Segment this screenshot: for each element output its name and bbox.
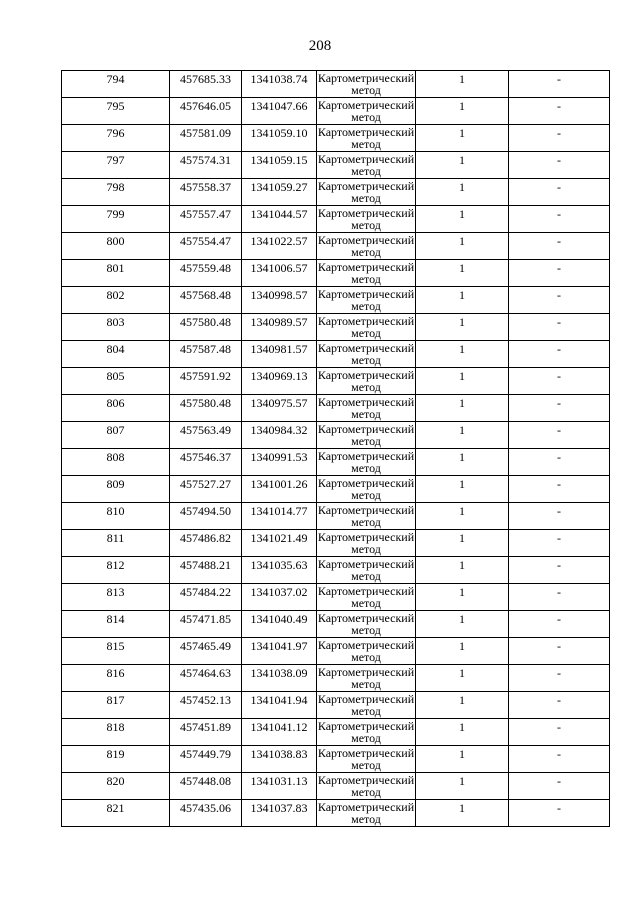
x-coordinate-cell: 457581.09 [170, 125, 242, 152]
x-coordinate-cell: 457563.49 [170, 422, 242, 449]
point-number-cell: 809 [62, 476, 170, 503]
coordinates-table-body [62, 71, 610, 827]
table-row [62, 125, 610, 152]
point-number-cell: 806 [62, 395, 170, 422]
y-coordinate-cell: 1341059.27 [242, 179, 317, 206]
table-row [62, 638, 610, 665]
method-cell: Картометрический метод [317, 152, 415, 178]
y-coordinate-cell: 1341038.09 [242, 665, 317, 692]
x-coordinate-cell: 457494.50 [170, 503, 242, 530]
x-coordinate-cell: 457451.89 [170, 719, 242, 746]
y-coordinate-cell: 1341044.57 [242, 206, 317, 233]
x-coordinate-cell: 457559.48 [170, 260, 242, 287]
y-coordinate-cell: 1341037.83 [242, 800, 317, 827]
y-coordinate-cell: 1341001.26 [242, 476, 317, 503]
count-cell: 1 [416, 98, 509, 125]
point-number-cell: 818 [62, 719, 170, 746]
note-cell: - [509, 233, 610, 260]
point-number-cell: 812 [62, 557, 170, 584]
x-coordinate-cell: 457568.48 [170, 287, 242, 314]
method-cell: Картометрический метод [317, 71, 415, 97]
count-cell: 1 [416, 341, 509, 368]
point-number-cell: 798 [62, 179, 170, 206]
note-cell: - [509, 530, 610, 557]
point-number-cell: 811 [62, 530, 170, 557]
note-cell: - [509, 125, 610, 152]
table-row [62, 692, 610, 719]
note-cell: - [509, 71, 610, 98]
y-coordinate-cell: 1341041.94 [242, 692, 317, 719]
count-cell: 1 [416, 692, 509, 719]
x-coordinate-cell: 457486.82 [170, 530, 242, 557]
count-cell: 1 [416, 557, 509, 584]
point-number-cell: 797 [62, 152, 170, 179]
method-cell: Картометрический метод [317, 665, 415, 691]
count-cell: 1 [416, 584, 509, 611]
note-cell: - [509, 98, 610, 125]
y-coordinate-cell: 1341059.10 [242, 125, 317, 152]
point-number-cell: 794 [62, 71, 170, 98]
table-row [62, 476, 610, 503]
x-coordinate-cell: 457464.63 [170, 665, 242, 692]
method-cell: Картометрический метод [317, 260, 415, 286]
count-cell: 1 [416, 800, 509, 827]
x-coordinate-cell: 457435.06 [170, 800, 242, 827]
y-coordinate-cell: 1341040.49 [242, 611, 317, 638]
y-coordinate-cell: 1341037.02 [242, 584, 317, 611]
count-cell: 1 [416, 503, 509, 530]
table-row [62, 71, 610, 98]
x-coordinate-cell: 457580.48 [170, 395, 242, 422]
y-coordinate-cell: 1340998.57 [242, 287, 317, 314]
count-cell: 1 [416, 368, 509, 395]
note-cell: - [509, 557, 610, 584]
note-cell: - [509, 800, 610, 827]
x-coordinate-cell: 457471.85 [170, 611, 242, 638]
count-cell: 1 [416, 206, 509, 233]
note-cell: - [509, 395, 610, 422]
note-cell: - [509, 152, 610, 179]
note-cell: - [509, 638, 610, 665]
y-coordinate-cell: 1341035.63 [242, 557, 317, 584]
point-number-cell: 807 [62, 422, 170, 449]
point-number-cell: 796 [62, 125, 170, 152]
count-cell: 1 [416, 665, 509, 692]
point-number-cell: 817 [62, 692, 170, 719]
y-coordinate-cell: 1341031.13 [242, 773, 317, 800]
method-cell: Картометрический метод [317, 746, 415, 772]
table-row [62, 368, 610, 395]
count-cell: 1 [416, 773, 509, 800]
x-coordinate-cell: 457488.21 [170, 557, 242, 584]
count-cell: 1 [416, 719, 509, 746]
x-coordinate-cell: 457484.22 [170, 584, 242, 611]
x-coordinate-cell: 457449.79 [170, 746, 242, 773]
note-cell: - [509, 746, 610, 773]
count-cell: 1 [416, 71, 509, 98]
y-coordinate-cell: 1341006.57 [242, 260, 317, 287]
table-row [62, 287, 610, 314]
point-number-cell: 821 [62, 800, 170, 827]
table-row [62, 665, 610, 692]
method-cell: Картометрический метод [317, 125, 415, 151]
x-coordinate-cell: 457558.37 [170, 179, 242, 206]
point-number-cell: 799 [62, 206, 170, 233]
count-cell: 1 [416, 746, 509, 773]
note-cell: - [509, 692, 610, 719]
y-coordinate-cell: 1341059.15 [242, 152, 317, 179]
method-cell: Картометрический метод [317, 395, 415, 421]
y-coordinate-cell: 1341022.57 [242, 233, 317, 260]
table-row [62, 422, 610, 449]
count-cell: 1 [416, 395, 509, 422]
note-cell: - [509, 611, 610, 638]
table-row [62, 719, 610, 746]
table-row [62, 503, 610, 530]
count-cell: 1 [416, 638, 509, 665]
method-cell: Картометрический метод [317, 206, 415, 232]
x-coordinate-cell: 457685.33 [170, 71, 242, 98]
method-cell: Картометрический метод [317, 368, 415, 394]
point-number-cell: 813 [62, 584, 170, 611]
method-cell: Картометрический метод [317, 530, 415, 556]
count-cell: 1 [416, 233, 509, 260]
x-coordinate-cell: 457587.48 [170, 341, 242, 368]
y-coordinate-cell: 1340991.53 [242, 449, 317, 476]
note-cell: - [509, 449, 610, 476]
note-cell: - [509, 314, 610, 341]
point-number-cell: 805 [62, 368, 170, 395]
method-cell: Картометрический метод [317, 179, 415, 205]
table-row [62, 584, 610, 611]
x-coordinate-cell: 457546.37 [170, 449, 242, 476]
y-coordinate-cell: 1340984.32 [242, 422, 317, 449]
method-cell: Картометрический метод [317, 476, 415, 502]
point-number-cell: 801 [62, 260, 170, 287]
method-cell: Картометрический метод [317, 341, 415, 367]
count-cell: 1 [416, 152, 509, 179]
point-number-cell: 815 [62, 638, 170, 665]
note-cell: - [509, 341, 610, 368]
table-row [62, 395, 610, 422]
x-coordinate-cell: 457591.92 [170, 368, 242, 395]
note-cell: - [509, 503, 610, 530]
note-cell: - [509, 719, 610, 746]
method-cell: Картометрический метод [317, 557, 415, 583]
x-coordinate-cell: 457448.08 [170, 773, 242, 800]
point-number-cell: 804 [62, 341, 170, 368]
point-number-cell: 795 [62, 98, 170, 125]
note-cell: - [509, 476, 610, 503]
y-coordinate-cell: 1341038.74 [242, 71, 317, 98]
count-cell: 1 [416, 314, 509, 341]
x-coordinate-cell: 457580.48 [170, 314, 242, 341]
y-coordinate-cell: 1340975.57 [242, 395, 317, 422]
table-row [62, 314, 610, 341]
note-cell: - [509, 584, 610, 611]
point-number-cell: 819 [62, 746, 170, 773]
method-cell: Картометрический метод [317, 773, 415, 799]
point-number-cell: 803 [62, 314, 170, 341]
method-cell: Картометрический метод [317, 287, 415, 313]
table-row [62, 773, 610, 800]
coordinates-table [61, 70, 610, 827]
x-coordinate-cell: 457527.27 [170, 476, 242, 503]
note-cell: - [509, 287, 610, 314]
method-cell: Картометрический метод [317, 503, 415, 529]
x-coordinate-cell: 457557.47 [170, 206, 242, 233]
point-number-cell: 802 [62, 287, 170, 314]
x-coordinate-cell: 457554.47 [170, 233, 242, 260]
x-coordinate-cell: 457646.05 [170, 98, 242, 125]
count-cell: 1 [416, 179, 509, 206]
point-number-cell: 816 [62, 665, 170, 692]
point-number-cell: 800 [62, 233, 170, 260]
method-cell: Картометрический метод [317, 98, 415, 124]
table-row [62, 233, 610, 260]
method-cell: Картометрический метод [317, 638, 415, 664]
note-cell: - [509, 206, 610, 233]
method-cell: Картометрический метод [317, 314, 415, 340]
page-number: 208 [308, 38, 332, 54]
x-coordinate-cell: 457452.13 [170, 692, 242, 719]
note-cell: - [509, 422, 610, 449]
method-cell: Картометрический метод [317, 719, 415, 745]
y-coordinate-cell: 1341047.66 [242, 98, 317, 125]
table-row [62, 557, 610, 584]
method-cell: Картометрический метод [317, 449, 415, 475]
table-row [62, 800, 610, 827]
y-coordinate-cell: 1341014.77 [242, 503, 317, 530]
count-cell: 1 [416, 125, 509, 152]
table-row [62, 206, 610, 233]
method-cell: Картометрический метод [317, 800, 415, 826]
y-coordinate-cell: 1341038.83 [242, 746, 317, 773]
table-row [62, 611, 610, 638]
x-coordinate-cell: 457465.49 [170, 638, 242, 665]
table-row [62, 449, 610, 476]
count-cell: 1 [416, 422, 509, 449]
point-number-cell: 810 [62, 503, 170, 530]
count-cell: 1 [416, 476, 509, 503]
count-cell: 1 [416, 611, 509, 638]
point-number-cell: 814 [62, 611, 170, 638]
note-cell: - [509, 665, 610, 692]
table-row [62, 530, 610, 557]
y-coordinate-cell: 1341041.97 [242, 638, 317, 665]
count-cell: 1 [416, 287, 509, 314]
count-cell: 1 [416, 449, 509, 476]
y-coordinate-cell: 1341021.49 [242, 530, 317, 557]
y-coordinate-cell: 1340969.13 [242, 368, 317, 395]
method-cell: Картометрический метод [317, 584, 415, 610]
y-coordinate-cell: 1340989.57 [242, 314, 317, 341]
method-cell: Картометрический метод [317, 422, 415, 448]
table-row [62, 746, 610, 773]
method-cell: Картометрический метод [317, 233, 415, 259]
table-row [62, 179, 610, 206]
method-cell: Картометрический метод [317, 692, 415, 718]
note-cell: - [509, 773, 610, 800]
x-coordinate-cell: 457574.31 [170, 152, 242, 179]
table-row [62, 260, 610, 287]
y-coordinate-cell: 1341041.12 [242, 719, 317, 746]
table-row [62, 152, 610, 179]
table-row [62, 341, 610, 368]
table-row [62, 98, 610, 125]
point-number-cell: 820 [62, 773, 170, 800]
note-cell: - [509, 260, 610, 287]
method-cell: Картометрический метод [317, 611, 415, 637]
note-cell: - [509, 179, 610, 206]
note-cell: - [509, 368, 610, 395]
point-number-cell: 808 [62, 449, 170, 476]
y-coordinate-cell: 1340981.57 [242, 341, 317, 368]
count-cell: 1 [416, 260, 509, 287]
count-cell: 1 [416, 530, 509, 557]
